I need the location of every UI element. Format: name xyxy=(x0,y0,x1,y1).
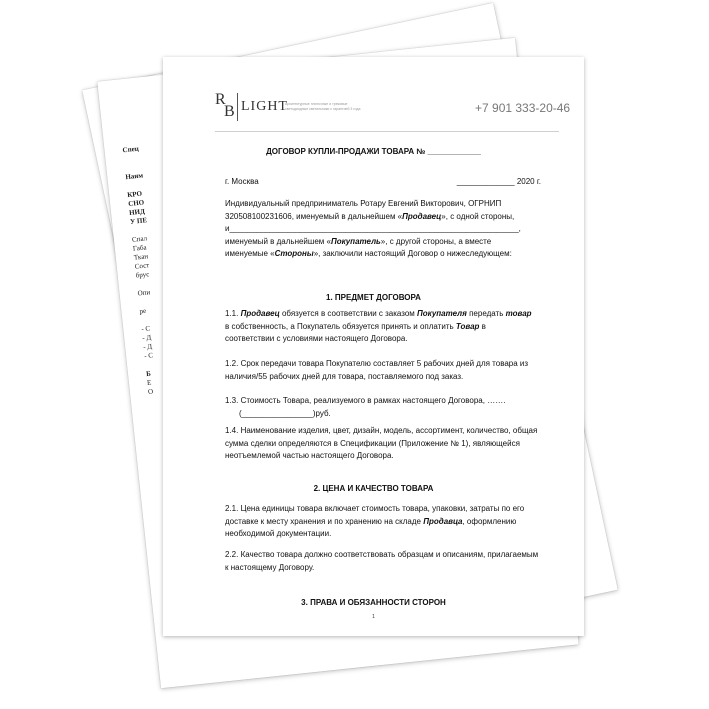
text-line: 2.1. Цена единицы товара включает стоимость товара, упаковки, затраты по его xyxy=(225,504,525,513)
text-span: именуемый в дальнейшем « xyxy=(225,236,331,246)
back-line: КРО xyxy=(126,189,143,200)
clause-2-1 xyxy=(225,503,540,541)
section-heading-1: 1. ПРЕДМЕТ ДОГОВОРА xyxy=(326,293,421,302)
back-line: Спал xyxy=(131,234,148,244)
text-line: (________________)руб. xyxy=(239,408,331,418)
back-line: - Д xyxy=(141,333,152,343)
text-line: необходимой документации. xyxy=(225,529,332,539)
back-line: - С xyxy=(143,351,154,361)
text-line xyxy=(225,236,540,249)
clause-1-3 xyxy=(225,395,540,420)
text-line xyxy=(225,308,540,321)
back-line: - Д xyxy=(142,342,153,352)
back-line: СНО xyxy=(127,198,145,209)
term-seller: Продавец xyxy=(240,309,280,318)
back-line: Наим xyxy=(124,171,144,182)
back-line: Б xyxy=(145,369,152,379)
clause-1-4 xyxy=(225,425,540,463)
company-logo xyxy=(215,91,288,123)
text-line: неотъемлемой частью настоящего Договора. xyxy=(225,451,394,461)
logo-wordmark: LIGHT xyxy=(241,99,288,114)
text-line: и_________________________________________________________________, xyxy=(225,224,521,234)
section-heading-2: 2. ЦЕНА И КАЧЕСТВО ТОВАРА xyxy=(313,484,434,493)
text-span: передать xyxy=(466,309,506,318)
page-number: 1 xyxy=(372,614,375,620)
contract-date: _____________ 2020 г. xyxy=(456,177,541,186)
logo-divider xyxy=(237,93,238,121)
term-goods: Товар xyxy=(455,321,480,331)
back-line: О xyxy=(147,387,154,396)
back-line: Габа xyxy=(132,243,147,253)
text-span: в собственность, а Покупатель обязуется принять и оплатить xyxy=(225,321,456,331)
text-span: », с одной стороны, xyxy=(441,211,515,221)
logo-monogram xyxy=(215,91,237,123)
text-line: Индивидуальный предприниматель Ротару Евгений Викторович, ОГРНИП xyxy=(225,199,502,208)
back-line: - С xyxy=(140,324,151,334)
front-page xyxy=(163,57,584,636)
clause-1-2 xyxy=(225,358,540,383)
text-line: к настоящему Договору. xyxy=(225,562,315,572)
text-span: в xyxy=(479,321,486,331)
text-span: доставке к месту хранения и по хранению на складе xyxy=(225,516,424,526)
text-line: 1.2. Срок передачи товара Покупателю составляет 5 рабочих дней для товара из xyxy=(225,359,529,368)
text-span: », заключили настоящий Договор о нижеследующем: xyxy=(313,249,512,259)
back-line: ре xyxy=(139,306,147,316)
clause-2-2 xyxy=(225,549,540,574)
contract-city: г. Москва xyxy=(225,177,259,186)
section-heading-3: 3. ПРАВА И ОБЯЗАННОСТИ СТОРОН xyxy=(301,598,446,607)
back-line: Е xyxy=(146,378,152,388)
intro-paragraph xyxy=(225,198,540,261)
back-sheet-text xyxy=(122,146,166,398)
back-line: Сост xyxy=(134,261,150,271)
term-buyer: Покупателя xyxy=(417,309,467,318)
text-line xyxy=(225,321,540,334)
term-parties: Стороны xyxy=(274,249,314,259)
back-line: Спец xyxy=(122,144,140,155)
back-line: Ткан xyxy=(133,252,149,262)
header-divider xyxy=(215,131,559,132)
term-seller: Продавец xyxy=(402,211,442,221)
text-span: именуемые « xyxy=(225,249,275,259)
company-tagline: Архитектурные плиточные и трековые светодиодные светильники с гарантией 3 года xyxy=(285,102,361,111)
text-line: наличия/55 рабочих дней для товара, поставляемого под заказ. xyxy=(225,371,464,381)
logo-letter-r: R xyxy=(215,91,226,108)
text-line: сумма сделки определяются в Спецификации (Приложение № 1), являющейся xyxy=(225,438,520,448)
back-line: У ПЕ xyxy=(129,216,148,226)
text-line: 2.2. Качество товара должно соответствовать образцам и описаниям, прилагаемым xyxy=(225,550,539,559)
term-goods: товар xyxy=(505,309,532,318)
company-phone: +7 901 333-20-46 xyxy=(475,101,571,115)
place-date-line xyxy=(225,177,541,186)
document-title: ДОГОВОР КУПЛИ-ПРОДАЖИ ТОВАРА № ____________ xyxy=(266,147,481,156)
back-line: НИД xyxy=(128,207,146,217)
text-span: 1.1. xyxy=(225,309,241,318)
text-line xyxy=(225,248,540,261)
clause-1-1 xyxy=(225,308,540,346)
text-line: 1.4. Наименование изделия, цвет, дизайн, модель, ассортимент, количество, общая xyxy=(225,426,538,435)
text-span: », с другой стороны, а вместе xyxy=(380,236,492,246)
text-span: , оформлению xyxy=(462,516,517,526)
term-seller: Продавца xyxy=(423,516,463,526)
text-line: соответствии с условиями настоящего Договора. xyxy=(225,334,408,344)
text-line: 1.3. Стоимость Товара, реализуемого в рамках настоящего Договора, ……. xyxy=(225,396,506,405)
term-buyer: Покупатель xyxy=(330,236,381,246)
logo-letter-b: B xyxy=(224,103,235,120)
text-span: 320508100231606, именуемый в дальнейшем « xyxy=(225,211,403,221)
back-line: брус xyxy=(135,270,150,280)
text-line xyxy=(225,516,540,529)
text-line xyxy=(225,211,540,224)
back-line: Опи xyxy=(137,288,151,298)
text-span: обязуется в соответствии с заказом xyxy=(279,309,418,318)
